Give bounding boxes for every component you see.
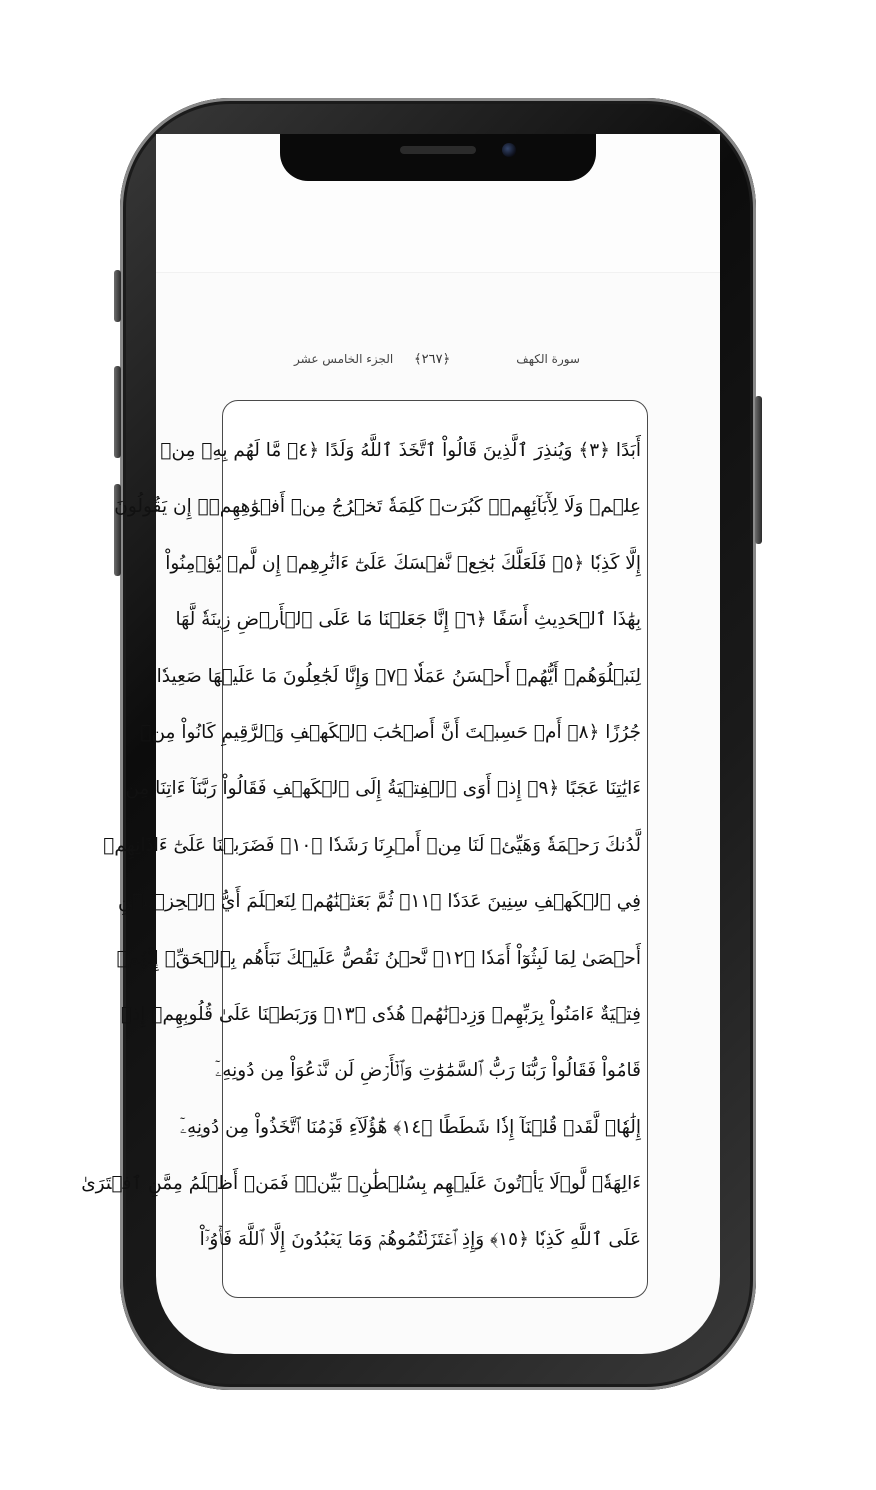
power-button: [755, 396, 762, 544]
volume-up-button: [114, 366, 121, 458]
notch: [280, 134, 596, 181]
verse-line[interactable]: قَامُواْ فَقَالُواْ رَبُّنَا رَبُّ ٱلسَّمَٰوَٰتِ وَٱلۡأَرۡضِ لَن نَّدۡعُوَاْ مِن دُونِهِۦٓ: [215, 1060, 641, 1082]
verse-line[interactable]: فِي ٱلۡكَهۡفِ سِنِينَ عَدَدٗا ﴿١١﴾ ثُمَّ بَعَثۡنَٰهُمۡ لِنَعۡلَمَ أَيُّ ٱلۡحِزۡبَيۡنِ: [117, 891, 641, 913]
verse-line[interactable]: فِتۡيَةٌ ءَامَنُواْ بِرَبِّهِمۡ وَزِدۡنَٰهُمۡ هُدٗى ﴿١٣﴾ وَرَبَطۡنَا عَلَىٰ قُلُوبِهِمۡ إِذۡ: [121, 1003, 641, 1025]
verse-line[interactable]: لِنَبۡلُوَهُمۡ أَيُّهُمۡ أَحۡسَنُ عَمَلٗا ﴿٧﴾ وَإِنَّا لَجَٰعِلُونَ مَا عَلَيۡهَا صَعِيدٗا: [156, 665, 641, 687]
page-header: [156, 346, 720, 380]
verse-line[interactable]: عَلَى ٱللَّهِ كَذِبٗا ﴿١٥﴾ وَإِذِ ٱعۡتَزَلۡتُمُوهُمۡ وَمَا يَعۡبُدُونَ إِلَّا ٱللَّهَ فَأۡوُۥٓاْ: [199, 1229, 641, 1251]
page-number: ﴿٢٦٧﴾: [414, 352, 451, 367]
silent-switch: [114, 270, 121, 322]
verse-line[interactable]: عِلۡمٖ وَلَا لِأٓبَآئِهِمۡۚ كَبُرَتۡ كَلِمَةٗ تَخۡرُجُ مِنۡ أَفۡوَٰهِهِمۡۚ إِن يَقُولُونَ: [114, 496, 641, 518]
verse-line[interactable]: جُرُزًا ﴿٨﴾ أَمۡ حَسِبۡتَ أَنَّ أَصۡحَٰبَ ٱلۡكَهۡفِ وَٱلرَّقِيمِ كَانُواْ مِنۡ: [140, 721, 641, 743]
verse-lines: [81, 423, 641, 1269]
verse-line[interactable]: لَّدُنكَ رَحۡمَةٗ وَهَيِّئۡ لَنَا مِنۡ أَمۡرِنَا رَشَدٗا ﴿١٠﴾ فَضَرَبۡنَا عَلَىٰٓ ءَاذَانِهِمۡ: [103, 834, 641, 856]
mushaf-page[interactable]: [81, 400, 648, 1298]
verse-line[interactable]: بِهَٰذَا ٱلۡحَدِيثِ أَسَفًا ﴿٦﴾ إِنَّا جَعَلۡنَا مَا عَلَى ٱلۡأَرۡضِ زِينَةٗ لَّهَا: [175, 609, 641, 631]
speaker: [400, 146, 476, 154]
verse-line[interactable]: أَحۡصَىٰ لِمَا لَبِثُوٓاْ أَمَدٗا ﴿١٢﴾ نَّحۡنُ نَقُصُّ عَلَيۡكَ نَبَأَهُم بِٱلۡحَقِّۚ إِنَّهُمۡ: [116, 947, 641, 969]
surah-name: سورة الكهف: [516, 352, 580, 366]
screen: [81, 134, 720, 1354]
verse-line[interactable]: إِلَّا كَذِبٗا ﴿٥﴾ فَلَعَلَّكَ بَٰخِعٞ نَّفۡسَكَ عَلَىٰٓ ءَاثَٰرِهِمۡ إِن لَّمۡ يُؤۡمِنُواْ: [165, 552, 641, 574]
verse-line[interactable]: إِلَٰهٗاۖ لَّقَدۡ قُلۡنَآ إِذٗا شَطَطًا ﴿١٤﴾ هَٰٓؤُلَآءِ قَوۡمُنَا ٱتَّخَذُواْ مِن دُونِهِۦٓ: [179, 1116, 641, 1138]
phone-frame: [81, 98, 756, 1390]
verse-line[interactable]: أَبَدًا ﴿٣﴾ وَيُنذِرَ ٱلَّذِينَ قَالُواْ ٱتَّخَذَ ٱللَّهُ وَلَدًا ﴿٤﴾ مَّا لَهُم بِهِۦ مِنۡ: [160, 440, 641, 461]
verse-line[interactable]: ءَالِهَةٗۖ لَّوۡلَا يَأۡتُونَ عَلَيۡهِم بِسُلۡطَٰنِۭ بَيِّنٖۖ فَمَنۡ أَظۡلَمُ مِمَّنِ ٱفۡتَرَىٰ: [81, 1173, 641, 1195]
juz-name: الجزء الخامس عشر: [294, 352, 394, 366]
verse-line[interactable]: ءَايَٰتِنَا عَجَبًا ﴿٩﴾ إِذۡ أَوَى ٱلۡفِتۡيَةُ إِلَى ٱلۡكَهۡفِ فَقَالُواْ رَبَّنَآ ءَاتِنَا مِن: [125, 778, 641, 800]
front-camera: [502, 143, 516, 157]
